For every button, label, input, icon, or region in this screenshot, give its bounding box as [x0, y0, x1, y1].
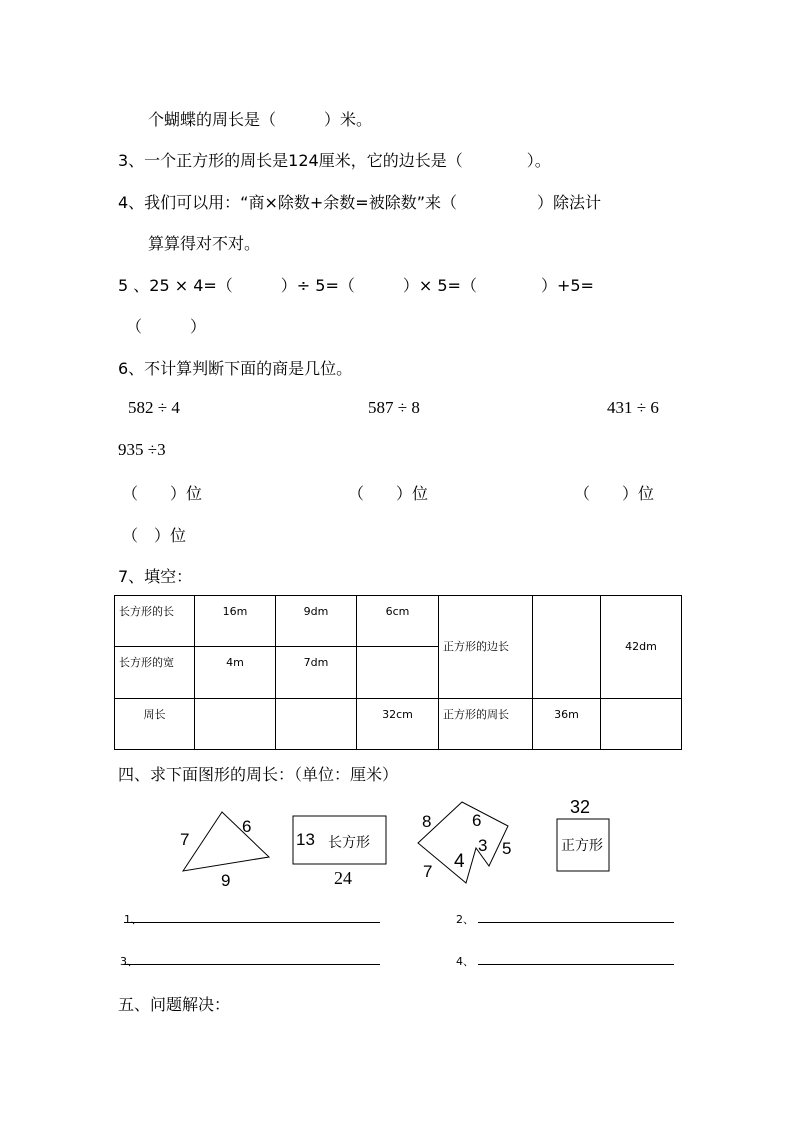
q6: 6、不计算判断下面的商是几位。 — [118, 359, 353, 378]
triangle-side-b: 6 — [242, 817, 252, 836]
answer-line-4[interactable] — [478, 964, 674, 965]
shape3-side-f: 7 — [423, 862, 433, 881]
q5-line2: （ ） — [126, 317, 207, 336]
answer-label-2: 2、 — [456, 913, 474, 926]
cell: 9dm — [276, 596, 357, 647]
answer-label-1: 1、 — [124, 913, 142, 926]
cell: 32cm — [357, 699, 439, 750]
rectangle-length: 24 — [334, 868, 352, 888]
answer-digits-3: （ ）位 — [574, 484, 655, 503]
q5-line1: 5 、25 × 4=（ ）÷ 5=（ ）× 5=（ ）+5= — [118, 276, 594, 295]
cell-square-side-label: 正方形的边长 — [439, 596, 533, 699]
shape3-side-c: 3 — [478, 836, 488, 855]
cell: 42dm — [601, 596, 682, 699]
cell-rect-width-label: 长方形的宽 — [115, 647, 195, 699]
answer-line-3[interactable] — [124, 964, 380, 965]
shape3-side-a: 8 — [422, 812, 432, 831]
cell: 6cm — [357, 596, 439, 647]
cell-square-perimeter-label: 正方形的周长 — [439, 699, 533, 750]
section4-title: 四、求下面图形的周长：（单位：厘米） — [118, 765, 399, 784]
expr-2: 587 ÷ 8 — [368, 398, 420, 417]
answer-digits-2: （ ）位 — [348, 484, 429, 503]
shape3-side-b: 6 — [472, 811, 482, 830]
cell: 36m — [533, 699, 601, 750]
rectangle-width: 13 — [296, 830, 315, 849]
q4-line1: 4、我们可以用：“商×除数+余数=被除数”来（ ）除法计 — [118, 193, 601, 212]
expr-1: 582 ÷ 4 — [128, 398, 180, 417]
cell-perimeter-label: 周长 — [115, 699, 195, 750]
triangle-side-c: 9 — [221, 871, 231, 890]
expr-3: 431 ÷ 6 — [607, 398, 659, 417]
answer-line-1[interactable] — [124, 922, 380, 923]
triangle-side-a: 7 — [180, 830, 190, 849]
square-label: 正方形 — [561, 838, 603, 854]
rectangle-label: 长方形 — [328, 835, 370, 851]
triangle-shape — [183, 812, 269, 871]
shape3-side-d: 5 — [502, 839, 512, 858]
answer-label-3: 3、 — [120, 955, 138, 968]
q3: 3、一个正方形的周长是124厘米，它的边长是（ ）。 — [118, 151, 551, 170]
expr-4: 935 ÷3 — [118, 440, 166, 459]
answer-digits-4: （ ）位 — [122, 526, 187, 545]
cell: 7dm — [276, 647, 357, 699]
q4-line2: 算算得对不对。 — [148, 234, 261, 253]
shape3-side-e: 4 — [454, 851, 465, 872]
answer-line-2[interactable] — [478, 922, 674, 923]
answer-label-4: 4、 — [456, 955, 474, 968]
cell: 16m — [195, 596, 276, 647]
section5-title: 五、问题解决： — [118, 995, 231, 1014]
q2-continuation: 个蝴蝶的周长是（ ）米。 — [148, 110, 373, 129]
answer-digits-1: （ ）位 — [122, 484, 203, 503]
square-side: 32 — [570, 797, 591, 817]
cell: 4m — [195, 647, 276, 699]
cell-rect-length-label: 长方形的长 — [115, 596, 195, 647]
q7: 7、填空： — [118, 567, 193, 586]
